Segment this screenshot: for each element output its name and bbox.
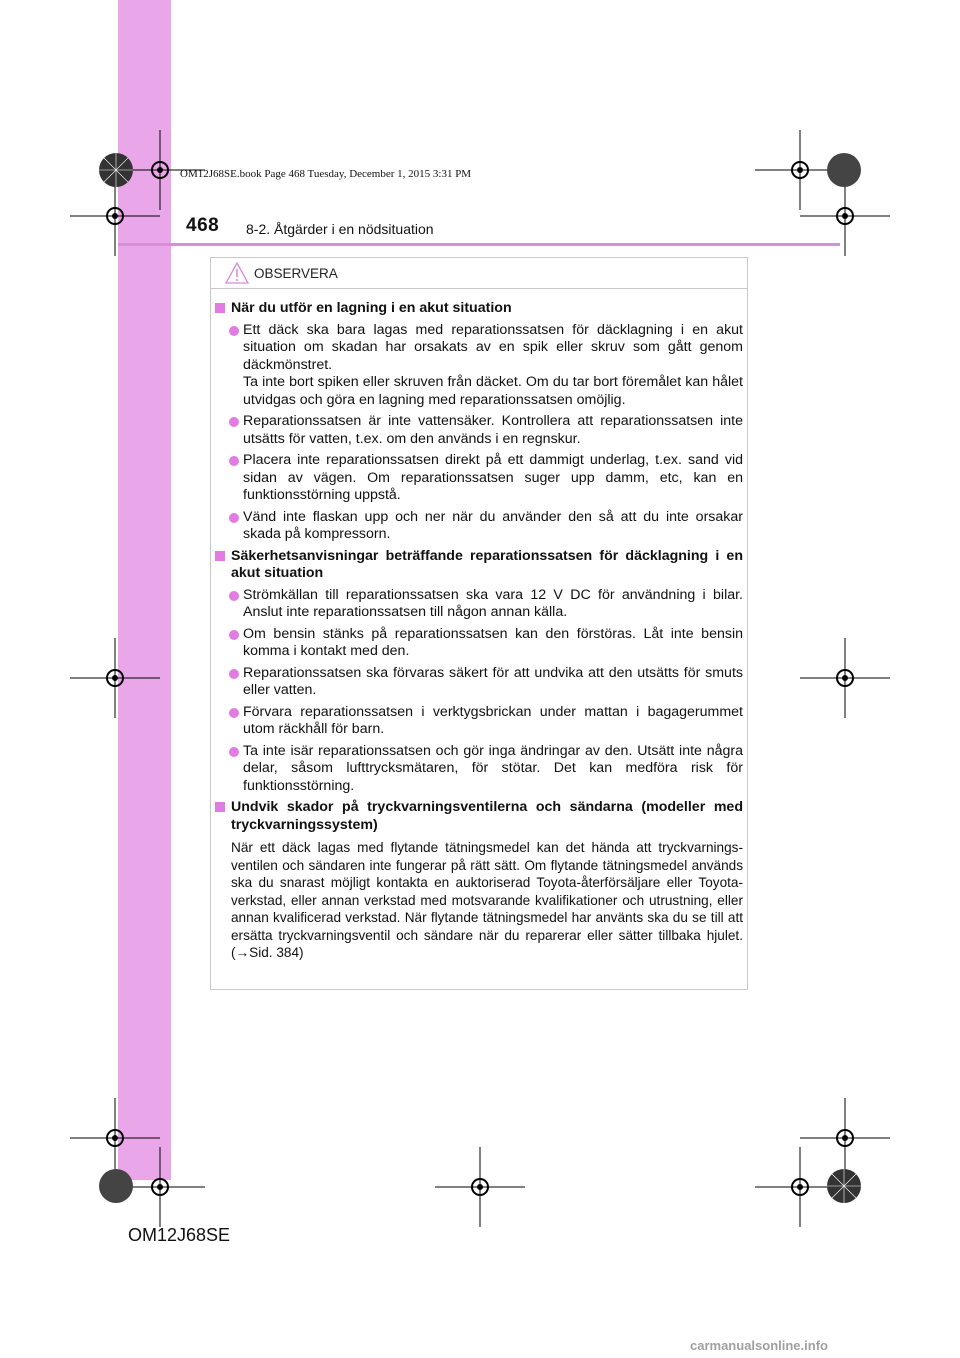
circle-bullet-icon: [229, 669, 239, 679]
watermark: carmanualsonline.info: [690, 1338, 828, 1353]
print-stamp: OM12J68SE.book Page 468 Tuesday, December 1, 2015 3:31 PM: [180, 168, 472, 180]
warning-content: [215, 300, 743, 966]
crosshair-icon: [70, 638, 160, 718]
section-heading: Undvik skador på tryckvarningsventilerna och sändarna (modeller med tryckvarningssystem): [215, 799, 743, 834]
footer-code: OM12J68SE: [128, 1225, 231, 1245]
bullet-item: Vänd inte flaskan upp och ner när du använder den så att du inte orsakar skada på kompressorn.: [215, 509, 743, 544]
square-bullet-icon: [215, 802, 225, 812]
section-title: 8-2. Åtgärder i en nödsituation: [246, 221, 434, 237]
section-heading: När du utför en lagning i en akut situation: [215, 300, 743, 318]
section-heading: Säkerhetsanvisningar beträffande reparationssatsen för däcklagning i en akut situation: [215, 548, 743, 583]
circle-bullet-icon: [229, 456, 239, 466]
crosshair-icon: [800, 638, 890, 718]
circle-bullet-icon: [229, 747, 239, 757]
circle-bullet-icon: [229, 591, 239, 601]
square-bullet-icon: [215, 551, 225, 561]
section-repair-emergency: [215, 300, 743, 544]
header-rule: [118, 243, 840, 246]
bullet-item: Reparationssatsen ska förvaras säkert för att undvika att den utsätts för smuts eller vatten.: [215, 665, 743, 700]
circle-bullet-icon: [229, 513, 239, 523]
register-disk-icon: [98, 1168, 134, 1204]
bullet-item: Om bensin stänks på reparationssatsen kan den förstöras. Låt inte bensin komma i kontakt med den.: [215, 626, 743, 661]
section-valve-damage: [215, 799, 743, 962]
register-disk-icon: [98, 152, 134, 188]
warning-header: [211, 258, 747, 289]
register-disk-icon: [826, 152, 862, 188]
bullet-item: Förvara reparationssatsen i verktygsbrickan under mattan i bagagerummet utom räckhåll för barn.: [215, 704, 743, 739]
section-paragraph: När ett däck lagas med flytande tätningsmedel kan det hända att tryckvarnings-ventilen och sändaren inte fungerar på rätt sätt. Om flytande tätningsmedel används ska du snarast möjligt kontakta en auktoriserad Toyota-återförsäljare eller Toyota-verkstad, eller annan verkstad med motsvarande kvalifikationer och utrustning, eller annan kvalificerad verkstad. När flytande tätningsmedel har använts ska du se till att ersätta tryckvarningsventil och sändare när du reparerar eller sätter tillbaka hjulet. (→Sid. 384): [231, 840, 743, 960]
bullet-item: Placera inte reparationssatsen direkt på ett dammigt underlag, t.ex. sand vid sidan av vägen. Om reparationssatsen suger upp damm, etc, kan en funktionsstörning uppstå.: [215, 452, 743, 505]
warning-title: OBSERVERA: [254, 266, 338, 281]
register-disk-icon: [826, 1168, 862, 1204]
circle-bullet-icon: [229, 630, 239, 640]
circle-bullet-icon: [229, 326, 239, 336]
page-number: 468: [186, 215, 220, 236]
bullet-item: Ta inte isär reparationssatsen och gör inga ändringar av den. Utsätt inte några delar, såsom lufttrycksmätaren, för stötar. Det kan medföra risk för funktionsstörning.: [215, 743, 743, 796]
section-safety-instructions: [215, 548, 743, 796]
crosshair-icon: [435, 1147, 525, 1227]
circle-bullet-icon: [229, 708, 239, 718]
warning-triangle-icon: [225, 262, 249, 284]
bullet-item: Ett däck ska bara lagas med reparationssatsen för däcklagning i en akut situation om skadan har orsakats av en spik eller skruv som gått genom däckmönstret. Ta inte bort spiken eller skruven från däcket. Om du tar bort föremålet kan hålet utvidgas och göra en lagning med reparationssatsen omöjlig.: [215, 322, 743, 410]
square-bullet-icon: [215, 303, 225, 313]
bullet-item: Strömkällan till reparationssatsen ska vara 12 V DC för användning i bilar. Anslut inte reparationssatsen till någon annan källa.: [215, 587, 743, 622]
warning-box: [210, 257, 748, 990]
bullet-item: Reparationssatsen är inte vattensäker. Kontrollera att reparationssatsen inte utsätts för vatten, t.ex. om den används i en regnskur.: [215, 413, 743, 448]
circle-bullet-icon: [229, 417, 239, 427]
